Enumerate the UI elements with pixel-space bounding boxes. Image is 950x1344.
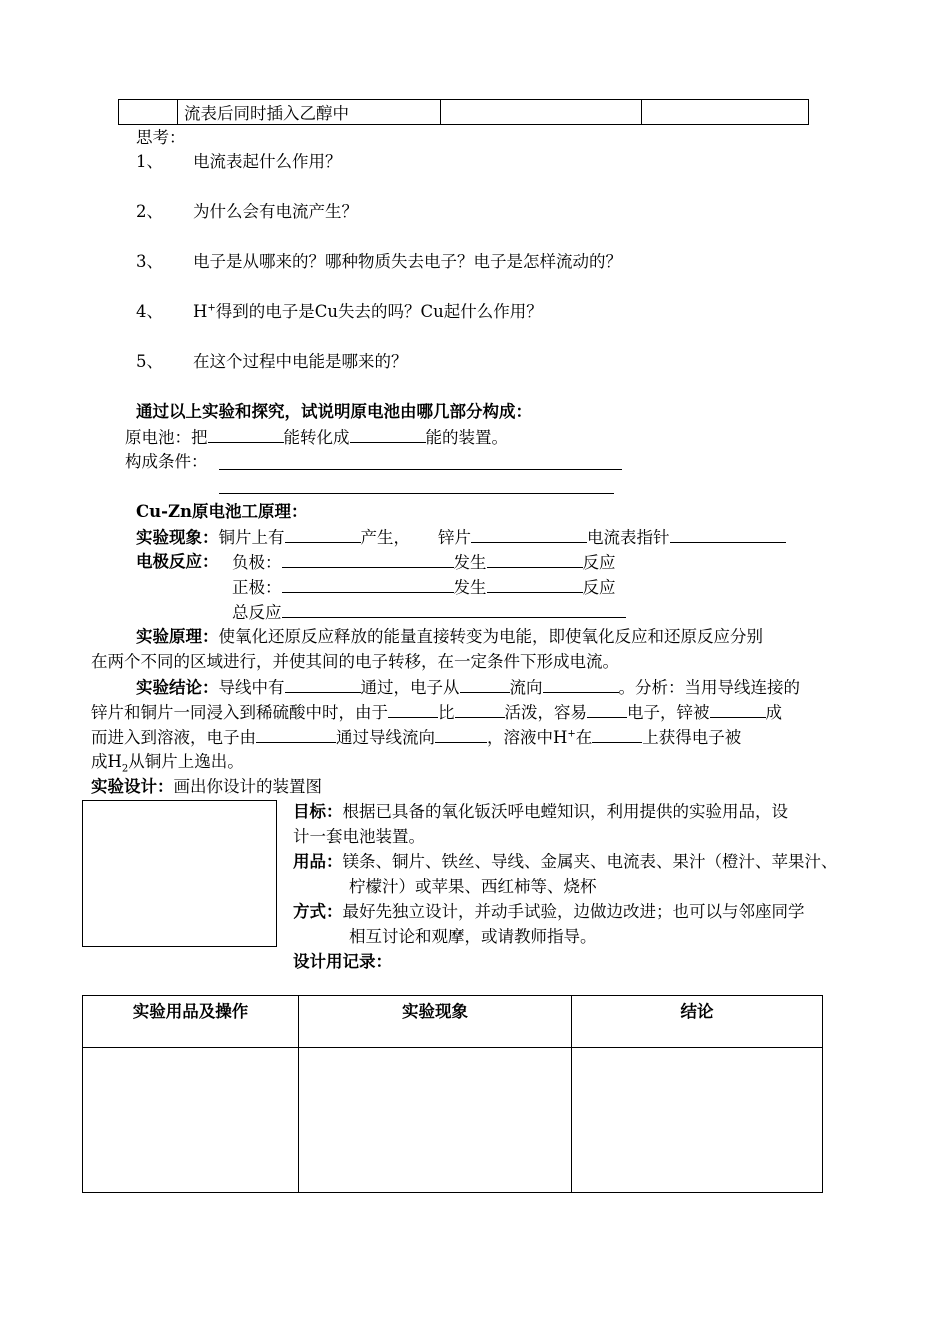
blank — [208, 427, 284, 443]
record-table — [82, 995, 823, 1193]
question-1: 电流表起什么作用？ — [193, 152, 342, 171]
blank — [471, 527, 587, 543]
top-table-cell-2: 流表后同时插入乙醇中 — [178, 100, 441, 125]
blank — [256, 727, 336, 743]
method-line-2: 相互讨论和观摩，或请教师指导。 — [349, 927, 597, 946]
items-line-2: 柠檬汁）或苹果、西红柿等、烧杯 — [349, 877, 597, 896]
conditions-line-2 — [219, 493, 614, 494]
blank — [388, 702, 438, 718]
top-table-cell-4 — [642, 100, 809, 125]
conditions-label: 构成条件： — [125, 452, 208, 471]
question-3: 电子是从哪来的？哪种物质失去电子？电子是怎样流动的？ — [193, 252, 622, 271]
question-3-number: 3、 — [136, 252, 163, 271]
blank — [435, 727, 487, 743]
record-cell-phenomenon — [299, 1048, 572, 1193]
blank — [710, 702, 766, 718]
blank — [592, 727, 642, 743]
theory-line-2: 在两个不同的区域进行，并使其间的电子转移，在一定条件下形成电流。 — [91, 652, 619, 671]
conclusion-line-4: 成$H_2$从铜片上逸出。 — [91, 752, 244, 775]
negative-electrode: 负极： 发生 反应 — [232, 553, 616, 572]
conclusion-line-2: 锌片和铜片一同浸入到稀硫酸中时，由于 比 活泼，容易 电子，锌被 成 — [91, 703, 782, 722]
conditions-line-1 — [219, 469, 622, 470]
question-4-number: 4、 — [136, 302, 163, 321]
record-cell-materials — [83, 1048, 299, 1193]
summary-heading: 通过以上实验和探究，试说明原电池由哪几部分构成： — [136, 402, 532, 421]
positive-electrode: 正极： 发生 反应 — [232, 578, 616, 597]
phenomenon-line: 实验现象：铜片上有 产生， 锌片 电流表指针 — [136, 527, 786, 548]
thinking-heading: 思考： — [136, 128, 186, 147]
battery-definition: 原电池：把 能转化成 能的装置。 — [125, 428, 508, 447]
design-label: 实验设计：画出你设计的装置图 — [91, 777, 322, 796]
blank — [282, 577, 454, 593]
blank — [670, 527, 786, 543]
record-cell-conclusion — [572, 1048, 823, 1193]
theory-line-1: 实验原理：使氧化还原反应释放的能量直接转变为电能，即使氧化反应和还原反应分别 — [136, 627, 763, 646]
top-table — [118, 99, 809, 125]
goal-line-1: 目标：根据已具备的氧化钣沃呼电螳知识，利用提供的实验用品，设 — [293, 802, 788, 821]
top-table-cell-1 — [119, 100, 178, 125]
blank — [285, 677, 361, 693]
conclusion-line-1: 实验结论：导线中有 通过，电子从 流向 。分析：当用导线连接的 — [136, 678, 800, 697]
electrode-label: 电极反应： — [136, 552, 219, 571]
question-1-number: 1、 — [136, 152, 163, 171]
blank — [460, 677, 510, 693]
record-label: 设计用记录： — [293, 952, 392, 971]
record-header-conclusion: 结论 — [572, 996, 823, 1048]
question-5-number: 5、 — [136, 352, 163, 371]
question-5: 在这个过程中电能是哪来的？ — [193, 352, 408, 371]
blank — [587, 702, 627, 718]
method-line-1: 方式：最好先独立设计，并动手试验，边做边改进；也可以与邻座同学 — [293, 902, 805, 921]
blank — [282, 552, 454, 568]
blank — [285, 527, 361, 543]
principle-heading: Cu-Zn原电池工原理： — [136, 502, 308, 521]
conclusion-line-3: 而进入到溶液，电子由 通过导线流向 ，溶液中H+在 上获得电子被 — [91, 728, 742, 747]
total-reaction: 总反应 — [232, 602, 626, 623]
question-2-number: 2、 — [136, 202, 163, 221]
blank — [543, 677, 619, 693]
record-header-materials: 实验用品及操作 — [83, 996, 299, 1048]
top-table-cell-3 — [441, 100, 642, 125]
record-header-phenomenon: 实验现象 — [299, 996, 572, 1048]
blank — [487, 552, 583, 568]
blank — [487, 577, 583, 593]
device-drawing-box — [82, 800, 277, 947]
blank — [350, 427, 426, 443]
blank — [282, 602, 626, 618]
blank — [455, 702, 505, 718]
question-2: 为什么会有电流产生？ — [193, 202, 358, 221]
goal-line-2: 计一套电池装置。 — [293, 827, 425, 846]
items-line-1: 用品：镁条、铜片、铁丝、导线、金属夹、电流表、果汁（橙汁、苹果汁、 — [293, 852, 838, 871]
question-4: H+得到的电子是Cu失去的吗？Cu起什么作用？ — [193, 302, 543, 321]
